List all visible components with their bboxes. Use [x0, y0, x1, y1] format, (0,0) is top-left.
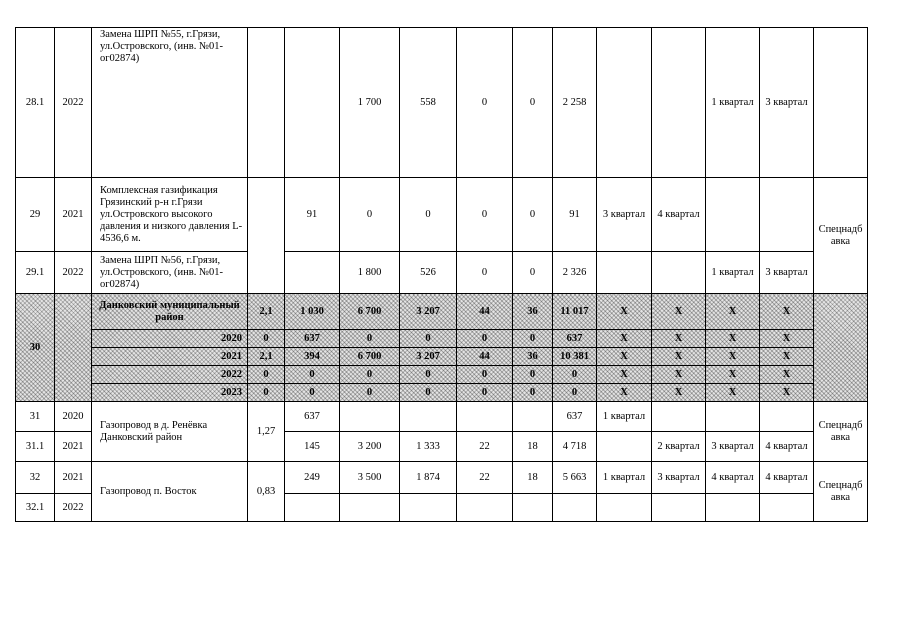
row-length: 0,83: [248, 462, 285, 522]
cell-c9: [457, 402, 513, 432]
cell-q4: X: [760, 294, 814, 330]
year-label: 2023: [92, 384, 248, 402]
row-year: 2022: [55, 494, 92, 522]
cell-q4: 4 квартал: [760, 432, 814, 462]
cell-executor: Спецнадб авка: [814, 462, 868, 522]
row-year: 2022: [55, 28, 92, 178]
cell-c7: [340, 402, 400, 432]
cell-q1: 1 квартал: [597, 462, 652, 494]
cell-c10: 0: [513, 28, 553, 178]
cell-c10: 36: [513, 294, 553, 330]
cell-c7: 0: [340, 384, 400, 402]
cell-c6: 637: [285, 402, 340, 432]
cell-total: 10 381: [553, 348, 597, 366]
cell-c10: 0: [513, 252, 553, 294]
cell-q4: [760, 402, 814, 432]
cell-c8: 3 207: [400, 294, 457, 330]
table-row: [16, 28, 905, 178]
cell-q4: X: [760, 348, 814, 366]
cell-q4: 3 квартал: [760, 252, 814, 294]
cell-total: 11 017: [553, 294, 597, 330]
cell-q2: [652, 402, 706, 432]
row-description: Газопровод в д. Ренёвка Данковский район: [92, 402, 248, 462]
cell-total: 0: [553, 384, 597, 402]
cell-q1: [597, 28, 652, 178]
row-length: [248, 178, 285, 294]
cell-q4: X: [760, 330, 814, 348]
cell-c6: 0: [285, 366, 340, 384]
cell-c7: [340, 494, 400, 522]
cell-q4: [760, 178, 814, 252]
cell-q1: 3 квартал: [597, 178, 652, 252]
cell-q2: [652, 494, 706, 522]
cell-total: 5 663: [553, 462, 597, 494]
cell-q3: 3 квартал: [706, 432, 760, 462]
cell-c6: [285, 494, 340, 522]
cell-q2: [652, 28, 706, 178]
cell-c8: 0: [400, 330, 457, 348]
cell-c9: 22: [457, 462, 513, 494]
row-number: 30: [16, 294, 55, 402]
cell-c9: 0: [457, 28, 513, 178]
cell-c8: 526: [400, 252, 457, 294]
cell-q3: 1 квартал: [706, 28, 760, 178]
row-length: 0: [248, 384, 285, 402]
cell-c7: 1 800: [340, 252, 400, 294]
cell-c10: 36: [513, 348, 553, 366]
row-number: 31: [16, 402, 55, 432]
table-row: [16, 462, 905, 494]
cell-c6: [285, 28, 340, 178]
row-length: 0: [248, 330, 285, 348]
cell-c7: 0: [340, 366, 400, 384]
cell-c8: [400, 402, 457, 432]
cell-executor: Спецнадб авка: [814, 402, 868, 462]
cell-q2: 4 квартал: [652, 178, 706, 252]
cell-c9: 22: [457, 432, 513, 462]
investment-table: [15, 27, 905, 522]
cell-c6: 91: [285, 178, 340, 252]
cell-c8: 0: [400, 384, 457, 402]
row-length: 0: [248, 366, 285, 384]
table-row: [16, 178, 905, 252]
cell-c9: 44: [457, 294, 513, 330]
cell-c10: [513, 402, 553, 432]
cell-c6: 0: [285, 384, 340, 402]
cell-q3: 1 квартал: [706, 252, 760, 294]
row-description: Газопровод п. Восток: [92, 462, 248, 522]
row-description: Замена ШРП №56, г.Грязи, ул.Островского, (инв. №01-ог02874): [92, 252, 248, 294]
summary-year-row: [16, 330, 905, 348]
summary-row: [16, 294, 905, 330]
row-year: 2020: [55, 402, 92, 432]
cell-q2: X: [652, 294, 706, 330]
cell-q3: X: [706, 294, 760, 330]
cell-c8: [400, 494, 457, 522]
cell-c9: [457, 494, 513, 522]
cell-c8: 0: [400, 366, 457, 384]
cell-total: 637: [553, 402, 597, 432]
cell-c10: 0: [513, 384, 553, 402]
row-number: 28.1: [16, 28, 55, 178]
cell-q2: [652, 252, 706, 294]
row-year: 2021: [55, 462, 92, 494]
row-number: 31.1: [16, 432, 55, 462]
row-description: Комплексная газификация Грязинский р-н г.Грязи ул.Островского высокого давления и низкого давления L-4536,6 м.: [92, 178, 248, 252]
table-row: [16, 402, 905, 432]
cell-c7: 0: [340, 330, 400, 348]
cell-executor: [814, 294, 868, 402]
cell-q2: 3 квартал: [652, 462, 706, 494]
cell-c6: 249: [285, 462, 340, 494]
cell-q1: X: [597, 366, 652, 384]
cell-c7: 1 700: [340, 28, 400, 178]
cell-total: 91: [553, 178, 597, 252]
cell-q4: 3 квартал: [760, 28, 814, 178]
cell-total: 0: [553, 366, 597, 384]
row-year: 2022: [55, 252, 92, 294]
cell-q2: X: [652, 384, 706, 402]
year-label: 2022: [92, 366, 248, 384]
cell-q4: X: [760, 366, 814, 384]
cell-c10: 18: [513, 432, 553, 462]
cell-c9: 44: [457, 348, 513, 366]
cell-q3: 4 квартал: [706, 462, 760, 494]
cell-c7: 0: [340, 178, 400, 252]
cell-c8: 3 207: [400, 348, 457, 366]
row-year: [55, 294, 92, 402]
row-length: [248, 28, 285, 178]
year-label: 2021: [92, 348, 248, 366]
summary-year-row: [16, 366, 905, 384]
summary-year-row: [16, 348, 905, 366]
cell-q3: [706, 494, 760, 522]
row-year: 2021: [55, 432, 92, 462]
cell-q1: X: [597, 348, 652, 366]
cell-q3: X: [706, 330, 760, 348]
cell-c9: 0: [457, 252, 513, 294]
cell-q1: X: [597, 384, 652, 402]
cell-q1: [597, 252, 652, 294]
cell-c6: 1 030: [285, 294, 340, 330]
cell-q2: X: [652, 330, 706, 348]
row-length: 1,27: [248, 402, 285, 462]
row-length: 2,1: [248, 348, 285, 366]
cell-q4: 4 квартал: [760, 462, 814, 494]
cell-c6: [285, 252, 340, 294]
cell-q4: X: [760, 384, 814, 402]
cell-q2: 2 квартал: [652, 432, 706, 462]
cell-q1: [597, 432, 652, 462]
cell-total: 637: [553, 330, 597, 348]
cell-q4: [760, 494, 814, 522]
cell-c10: 0: [513, 366, 553, 384]
cell-q1: X: [597, 294, 652, 330]
cell-total: [553, 494, 597, 522]
cell-c9: 0: [457, 330, 513, 348]
cell-c8: 0: [400, 178, 457, 252]
cell-total: 2 326: [553, 252, 597, 294]
cell-total: 2 258: [553, 28, 597, 178]
cell-q3: X: [706, 384, 760, 402]
cell-c6: 637: [285, 330, 340, 348]
cell-q3: [706, 402, 760, 432]
summary-year-row: [16, 384, 905, 402]
cell-q1: X: [597, 330, 652, 348]
cell-q2: X: [652, 348, 706, 366]
row-year: 2021: [55, 178, 92, 252]
cell-c10: 0: [513, 330, 553, 348]
row-number: 29: [16, 178, 55, 252]
cell-q1: 1 квартал: [597, 402, 652, 432]
row-description: Замена ШРП №55, г.Грязи, ул.Островского, (инв. №01-ог02874): [92, 28, 248, 178]
cell-c10: 0: [513, 178, 553, 252]
cell-c7: 6 700: [340, 294, 400, 330]
row-number: 32: [16, 462, 55, 494]
cell-q3: X: [706, 348, 760, 366]
cell-c8: 558: [400, 28, 457, 178]
district-title: Данковский муниципальный район: [92, 294, 248, 330]
cell-c9: 0: [457, 366, 513, 384]
cell-c7: 3 500: [340, 462, 400, 494]
cell-c8: 1 874: [400, 462, 457, 494]
cell-c7: 6 700: [340, 348, 400, 366]
cell-executor: Спецнадб авка: [814, 178, 868, 294]
cell-q1: [597, 494, 652, 522]
cell-c10: [513, 494, 553, 522]
cell-c10: 18: [513, 462, 553, 494]
row-number: 29.1: [16, 252, 55, 294]
row-number: 32.1: [16, 494, 55, 522]
cell-c7: 3 200: [340, 432, 400, 462]
cell-total: 4 718: [553, 432, 597, 462]
year-label: 2020: [92, 330, 248, 348]
cell-c8: 1 333: [400, 432, 457, 462]
cell-q2: X: [652, 366, 706, 384]
cell-q3: [706, 178, 760, 252]
table-row: [16, 252, 905, 294]
cell-c9: 0: [457, 384, 513, 402]
cell-c9: 0: [457, 178, 513, 252]
cell-executor: [814, 28, 868, 178]
cell-q3: X: [706, 366, 760, 384]
cell-c6: 394: [285, 348, 340, 366]
row-length: 2,1: [248, 294, 285, 330]
cell-c6: 145: [285, 432, 340, 462]
